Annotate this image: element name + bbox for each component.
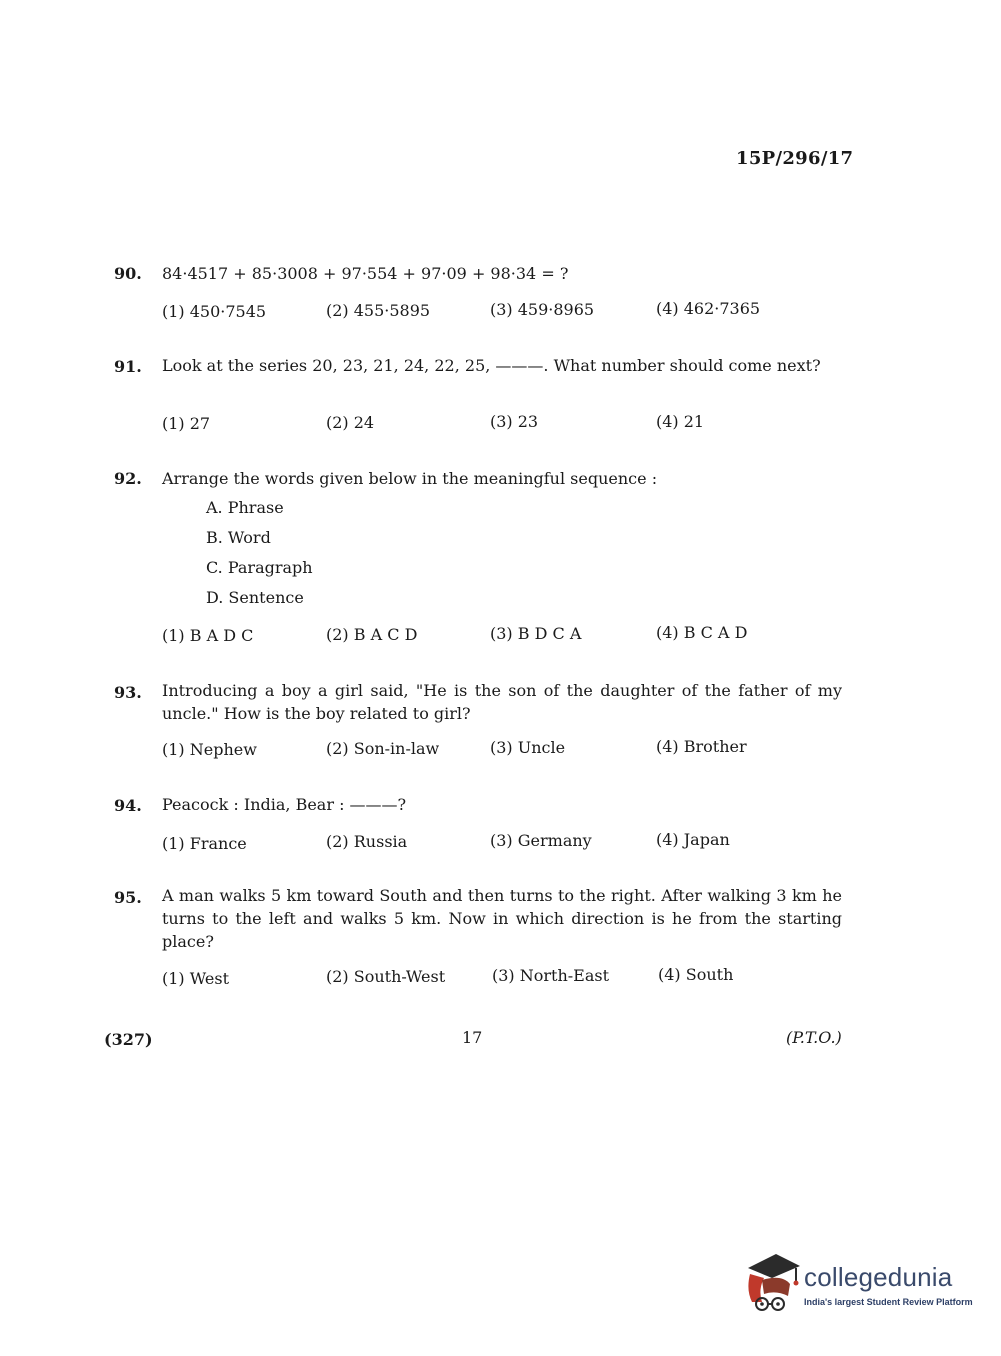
question-93-option-1: (1) Nephew [162, 740, 257, 759]
mascot-icon [742, 1250, 802, 1316]
question-91-number: 91. [114, 357, 142, 376]
brand-tagline: India's largest Student Review Platform [804, 1297, 973, 1307]
question-94-option-2: (2) Russia [326, 832, 408, 851]
question-92-item-d: D. Sentence [206, 588, 304, 607]
question-94-number: 94. [114, 796, 142, 815]
question-92-number: 92. [114, 469, 142, 488]
booklet-number: (327) [104, 1030, 153, 1049]
question-92-item-a: A. Phrase [206, 498, 284, 517]
question-91-text: Look at the series 20, 23, 21, 24, 22, 25, ———. What number should come next? [162, 356, 821, 375]
question-95-text: A man walks 5 km toward South and then turns to the right. After walking 3 km he turns to the left and walks 5 km. Now in which direction is he from the starting place? [162, 886, 842, 951]
question-91-option-3: (3) 23 [490, 412, 539, 431]
question-94-option-3: (3) Germany [490, 831, 592, 850]
brand-name: collegedunia [804, 1262, 953, 1292]
question-94-option-4: (4) Japan [656, 830, 730, 849]
question-94-option-1: (1) France [162, 834, 247, 853]
question-93-text: Introducing a boy a girl said, "He is the son of the daughter of the father of my uncle." How is the boy related to girl? [162, 681, 842, 723]
question-95-number: 95. [114, 888, 142, 907]
question-93-option-3: (3) Uncle [490, 738, 566, 757]
collegedunia-logo [742, 1250, 972, 1320]
question-91-option-1: (1) 27 [162, 414, 211, 433]
question-93-number: 93. [114, 683, 142, 702]
question-92-text: Arrange the words given below in the meaningful sequence : [162, 469, 658, 488]
question-92-option-4: (4) B C A D [656, 623, 748, 642]
question-92-option-3: (3) B D C A [490, 624, 582, 643]
page-number: 17 [462, 1028, 483, 1047]
question-90-number: 90. [114, 264, 142, 283]
question-95-option-4: (4) South [658, 965, 734, 984]
question-92-option-1: (1) B A D C [162, 626, 254, 645]
pto-label: (P.T.O.) [786, 1028, 842, 1047]
question-93-option-4: (4) Brother [656, 737, 747, 756]
question-93-option-2: (2) Son-in-law [326, 739, 440, 758]
question-95-option-3: (3) North-East [492, 966, 610, 985]
question-95-option-2: (2) South-West [326, 967, 446, 986]
question-92-item-c: C. Paragraph [206, 558, 313, 577]
question-95-option-1: (1) West [162, 969, 229, 988]
question-94-text: Peacock : India, Bear : ———? [162, 795, 407, 814]
question-90-option-4: (4) 462·7365 [656, 299, 761, 318]
question-90-option-2: (2) 455·5895 [326, 301, 431, 320]
paper-code: 15P/296/17 [736, 148, 854, 169]
question-92-item-b: B. Word [206, 528, 271, 547]
question-91-option-2: (2) 24 [326, 413, 375, 432]
question-90-option-1: (1) 450·7545 [162, 302, 267, 321]
question-92-option-2: (2) B A C D [326, 625, 418, 644]
question-90-text: 84·4517 + 85·3008 + 97·554 + 97·09 + 98·34 = ? [162, 264, 569, 283]
question-90-option-3: (3) 459·8965 [490, 300, 595, 319]
question-91-option-4: (4) 21 [656, 412, 705, 431]
